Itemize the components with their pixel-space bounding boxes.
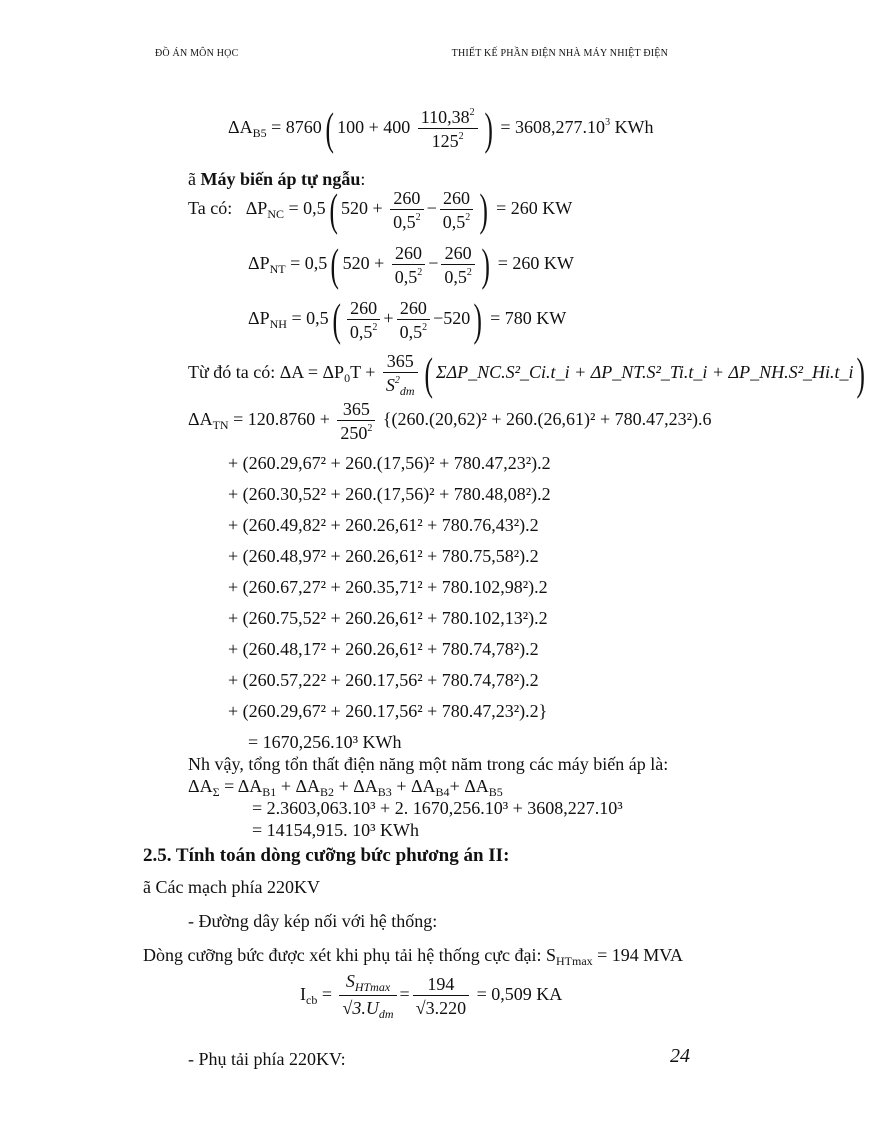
double-line-text: - Đường dây kép nối với hệ thống: [188, 911, 438, 931]
equation-pnt: $\Delta P_{NT} = 0,5$( 520 + $\frac{260}{0,5^2}$ − $\frac{260}{0,5^2}$ ) = 260 KW [248, 239, 574, 290]
atn-term: + (260.48,97² + 260.26,61² + 780.75,58²).2 [228, 546, 539, 566]
header-right: THIẾT KẾ PHẦN ĐIỆN NHÀ MÁY NHIỆT ĐIỆN [451, 48, 668, 59]
summary-text: Nh vậy, tổng tổn thất điện năng một năm trong các máy biến áp là: [188, 754, 669, 774]
atn-term: + (260.49,82² + 260.26,61² + 780.76,43²).2 [228, 515, 539, 535]
page-number: 24 [670, 1045, 690, 1067]
formula-delta-a: Từ đó ta có: $\Delta A = \Delta P_0T$ + $\frac{365}{S^2_{dm}}$ ( ΣΔP_NC.S²_Ci.t_i + ΔP_NT.S²_Ti.t_i + ΔP_NH.S²_Hi.t_i) [188, 348, 866, 399]
equation-atn: $\Delta A_{TN} = 120.8760$ + $\frac{365}{250^2}$ {(260.(20,62)² + 260.(26,61)² + 780.47,23²).6 [188, 399, 712, 443]
sum-line-1: $\Delta A_\Sigma = \Delta A_{B1} + \Delta A_{B2} + \Delta A_{B3} + \Delta A_{B4}+ \Delta A_{B5}$ [188, 776, 503, 799]
atn-term: + (260.30,52² + 260.(17,56)² + 780.48,08²).2 [228, 484, 551, 504]
equation-b5: $\Delta A_{B5} = 8760$( 100 + 400 $\frac{110,38^2}{125^2}$ ) = $3608,277.10^3$ KWh [228, 103, 654, 154]
equation-icb: $I_{cb}$ = $\frac{S_{HTmax}}{√3.U_{dm}}$ = $\frac{194}{√3.220}$ = 0,509 KA [300, 971, 563, 1021]
header-left: ĐỒ ÁN MÔN HỌC [155, 48, 239, 59]
atn-term: + (260.57,22² + 260.17,56² + 780.74,78²).2 [228, 670, 539, 690]
atn-term: + (260.29,67² + 260.17,56² + 780.47,23²).2} [228, 701, 548, 721]
atn-result: = 1670,256.10³ KWh [248, 732, 402, 752]
sum-line-2: = 2.3603,063.10³ + 2. 1670,256.10³ + 3608,227.10³ [252, 798, 623, 818]
forced-current-text: Dòng cưỡng bức được xét khi phụ tải hệ thống cực đại: $S_{HTmax} = 194$ MVA [143, 945, 683, 968]
load-220kv-text: - Phụ tải phía 220KV: [188, 1049, 346, 1069]
equation-pnc: Ta có: $\Delta P_{NC} = 0,5$( 520 + $\frac{260}{0,5^2}$ − $\frac{260}{0,5^2}$ ) = 260 KW [188, 184, 573, 235]
circuit-220kv: ã Các mạch phía 220KV [143, 877, 320, 897]
atn-term: + (260.48,17² + 260.26,61² + 780.74,78²).2 [228, 639, 539, 659]
atn-term: + (260.29,67² + 260.(17,56)² + 780.47,23²).2 [228, 453, 551, 473]
equation-pnh: $\Delta P_{NH} = 0,5$( $\frac{260}{0,5^2}$ + $\frac{260}{0,5^2}$ −520) = 780 KW [248, 294, 567, 345]
sum-line-3: = 14154,915. 10³ KWh [252, 820, 420, 840]
auto-transformer-heading: ã Máy biến áp tự ngẫu: [188, 169, 366, 189]
atn-term: + (260.75,52² + 260.26,61² + 780.102,13²).2 [228, 608, 548, 628]
section-heading: 2.5. Tính toán dòng cưỡng bức phương án II: [143, 845, 510, 866]
atn-term: + (260.67,27² + 260.35,71² + 780.102,98²).2 [228, 577, 548, 597]
